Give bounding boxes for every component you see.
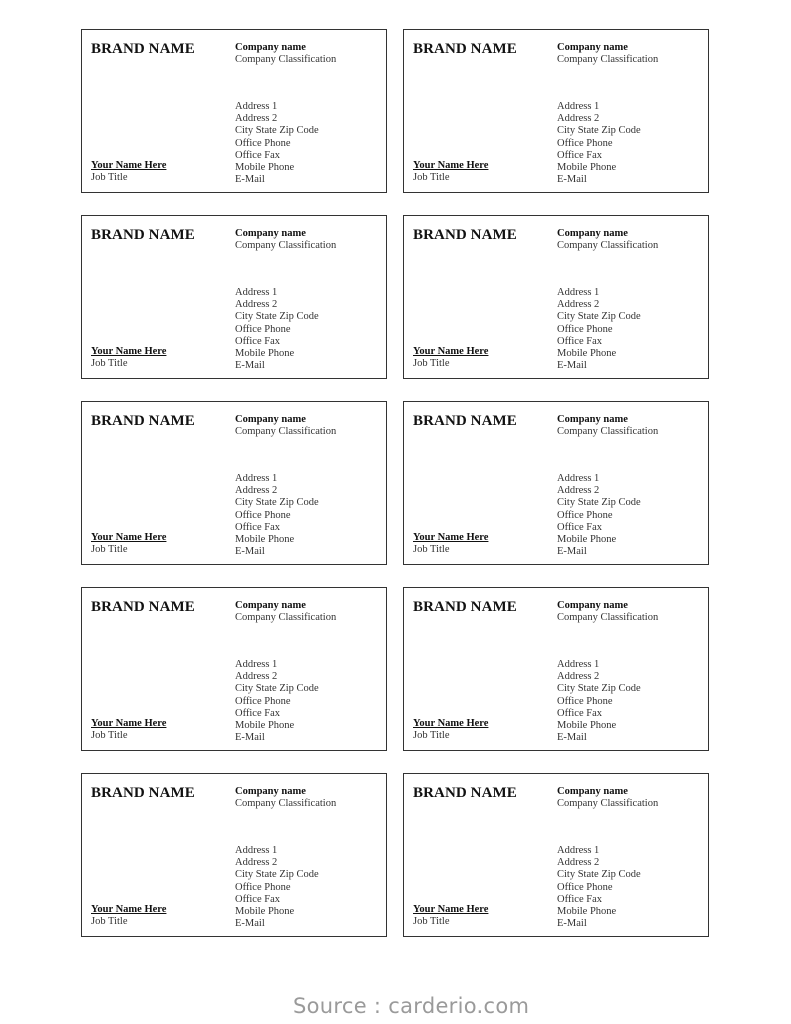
company-name: Company name (235, 414, 306, 425)
address-line-2: Address 2 (557, 857, 600, 869)
job-title: Job Title (91, 358, 128, 369)
job-title: Job Title (91, 172, 128, 183)
email: E-Mail (235, 360, 265, 372)
office-phone: Office Phone (235, 323, 291, 335)
mobile-phone: Mobile Phone (235, 162, 295, 174)
person-name: Your Name Here (91, 904, 167, 915)
business-card-6 (403, 401, 709, 565)
office-fax: Office Fax (557, 521, 602, 533)
company-classification: Company Classification (235, 798, 337, 809)
address-line-1: Address 1 (557, 659, 600, 670)
city-state-zip: City State Zip Code (235, 497, 319, 509)
city-state-zip: City State Zip Code (235, 311, 319, 323)
contact-details (557, 287, 641, 372)
business-card-9 (81, 773, 387, 937)
source-watermark: Source : carderio.com (293, 994, 530, 1018)
mobile-phone: Mobile Phone (557, 348, 617, 360)
contact-details (557, 473, 641, 558)
email: E-Mail (557, 732, 587, 744)
contact-details (235, 287, 319, 372)
address-line-1: Address 1 (235, 659, 278, 670)
office-fax: Office Fax (235, 893, 280, 905)
person-name: Your Name Here (413, 160, 489, 171)
address-line-1: Address 1 (557, 101, 600, 112)
office-phone: Office Phone (557, 695, 613, 707)
business-card-3 (81, 215, 387, 379)
brand-name: BRAND NAME (91, 785, 195, 801)
email: E-Mail (557, 918, 587, 930)
address-line-2: Address 2 (557, 671, 600, 683)
person-name: Your Name Here (413, 532, 489, 543)
contact-details (235, 473, 319, 558)
address-line-2: Address 2 (235, 299, 278, 311)
company-classification: Company Classification (235, 426, 337, 437)
city-state-zip: City State Zip Code (557, 683, 641, 695)
person-name: Your Name Here (413, 904, 489, 915)
email: E-Mail (235, 918, 265, 930)
mobile-phone: Mobile Phone (235, 720, 295, 732)
email: E-Mail (557, 174, 587, 186)
person-name: Your Name Here (413, 346, 489, 357)
mobile-phone: Mobile Phone (235, 534, 295, 546)
mobile-phone: Mobile Phone (557, 720, 617, 732)
company-name: Company name (557, 414, 628, 425)
office-phone: Office Phone (235, 695, 291, 707)
person-name: Your Name Here (91, 160, 167, 171)
company-classification: Company Classification (235, 240, 337, 251)
address-line-1: Address 1 (557, 845, 600, 856)
company-name: Company name (235, 42, 306, 53)
email: E-Mail (557, 546, 587, 558)
email: E-Mail (235, 174, 265, 186)
contact-details (235, 845, 319, 930)
company-name: Company name (557, 786, 628, 797)
company-name: Company name (557, 42, 628, 53)
business-card-1 (81, 29, 387, 193)
brand-name: BRAND NAME (413, 41, 517, 57)
brand-name: BRAND NAME (413, 227, 517, 243)
mobile-phone: Mobile Phone (235, 906, 295, 918)
job-title: Job Title (413, 172, 450, 183)
address-line-1: Address 1 (235, 473, 278, 484)
brand-name: BRAND NAME (413, 413, 517, 429)
office-phone: Office Phone (235, 881, 291, 893)
job-title: Job Title (413, 916, 450, 927)
city-state-zip: City State Zip Code (557, 497, 641, 509)
address-line-1: Address 1 (557, 473, 600, 484)
job-title: Job Title (91, 916, 128, 927)
brand-name: BRAND NAME (413, 599, 517, 615)
address-line-2: Address 2 (557, 299, 600, 311)
company-classification: Company Classification (235, 54, 337, 65)
person-name: Your Name Here (91, 718, 167, 729)
city-state-zip: City State Zip Code (557, 125, 641, 137)
business-card-4 (403, 215, 709, 379)
person-name: Your Name Here (413, 718, 489, 729)
address-line-1: Address 1 (557, 287, 600, 298)
contact-details (235, 659, 319, 744)
office-fax: Office Fax (557, 707, 602, 719)
company-classification: Company Classification (557, 54, 659, 65)
business-card-8 (403, 587, 709, 751)
address-line-2: Address 2 (235, 485, 278, 497)
company-classification: Company Classification (557, 798, 659, 809)
contact-details (235, 101, 319, 186)
office-fax: Office Fax (557, 893, 602, 905)
address-line-2: Address 2 (557, 113, 600, 125)
contact-details (557, 101, 641, 186)
mobile-phone: Mobile Phone (557, 906, 617, 918)
office-phone: Office Phone (557, 137, 613, 149)
email: E-Mail (235, 546, 265, 558)
company-name: Company name (235, 600, 306, 611)
company-classification: Company Classification (557, 426, 659, 437)
brand-name: BRAND NAME (91, 41, 195, 57)
company-name: Company name (557, 228, 628, 239)
job-title: Job Title (413, 730, 450, 741)
brand-name: BRAND NAME (91, 413, 195, 429)
contact-details (557, 845, 641, 930)
email: E-Mail (557, 360, 587, 372)
contact-details (557, 659, 641, 744)
office-fax: Office Fax (235, 707, 280, 719)
mobile-phone: Mobile Phone (557, 162, 617, 174)
brand-name: BRAND NAME (91, 227, 195, 243)
city-state-zip: City State Zip Code (557, 869, 641, 881)
address-line-1: Address 1 (235, 287, 278, 298)
office-phone: Office Phone (235, 137, 291, 149)
office-phone: Office Phone (557, 881, 613, 893)
office-fax: Office Fax (557, 149, 602, 161)
business-card-7 (81, 587, 387, 751)
mobile-phone: Mobile Phone (557, 534, 617, 546)
mobile-phone: Mobile Phone (235, 348, 295, 360)
city-state-zip: City State Zip Code (235, 869, 319, 881)
office-phone: Office Phone (557, 323, 613, 335)
company-name: Company name (235, 786, 306, 797)
job-title: Job Title (91, 730, 128, 741)
job-title: Job Title (413, 544, 450, 555)
brand-name: BRAND NAME (413, 785, 517, 801)
office-fax: Office Fax (235, 149, 280, 161)
office-phone: Office Phone (557, 509, 613, 521)
city-state-zip: City State Zip Code (557, 311, 641, 323)
office-fax: Office Fax (235, 335, 280, 347)
city-state-zip: City State Zip Code (235, 125, 319, 137)
person-name: Your Name Here (91, 346, 167, 357)
address-line-2: Address 2 (557, 485, 600, 497)
company-classification: Company Classification (235, 612, 337, 623)
business-card-10 (403, 773, 709, 937)
company-classification: Company Classification (557, 240, 659, 251)
company-name: Company name (557, 600, 628, 611)
address-line-1: Address 1 (235, 845, 278, 856)
address-line-2: Address 2 (235, 857, 278, 869)
address-line-1: Address 1 (235, 101, 278, 112)
email: E-Mail (235, 732, 265, 744)
office-fax: Office Fax (557, 335, 602, 347)
business-card-5 (81, 401, 387, 565)
office-fax: Office Fax (235, 521, 280, 533)
office-phone: Office Phone (235, 509, 291, 521)
city-state-zip: City State Zip Code (235, 683, 319, 695)
person-name: Your Name Here (91, 532, 167, 543)
address-line-2: Address 2 (235, 113, 278, 125)
business-card-2 (403, 29, 709, 193)
job-title: Job Title (413, 358, 450, 369)
job-title: Job Title (91, 544, 128, 555)
company-name: Company name (235, 228, 306, 239)
address-line-2: Address 2 (235, 671, 278, 683)
company-classification: Company Classification (557, 612, 659, 623)
brand-name: BRAND NAME (91, 599, 195, 615)
